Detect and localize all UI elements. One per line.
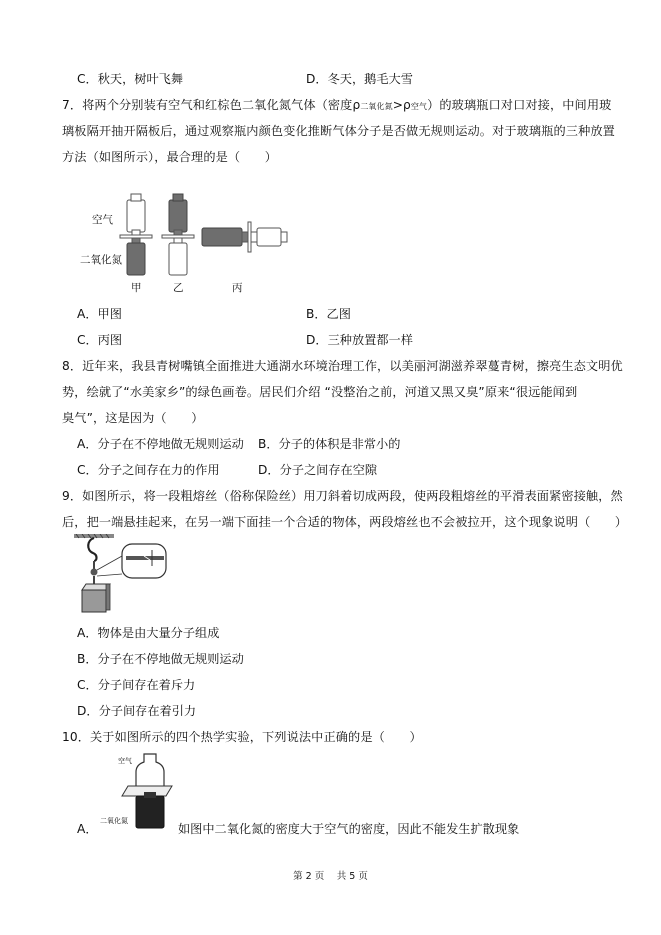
q9-option-c: C．分子间存在着斥力 <box>77 678 196 692</box>
q7-option-d: D．三种放置都一样 <box>306 333 413 347</box>
q9-stem-line2: 后，把一端悬挂起来，在另一端下面挂一个合适的物体，两段熔丝也不会被拉开，这个现象说明（ ） <box>62 515 628 529</box>
q7-label-bing: 丙 <box>232 282 243 294</box>
q9-option-d: D．分子间存在着引力 <box>77 704 197 718</box>
q10-option-a-text: 如图中二氧化氮的密度大于空气的密度，因此不能发生扩散现象 <box>178 822 520 836</box>
q7-label-yi: 乙 <box>173 282 184 294</box>
q9-option-b: B．分子在不停地做无规则运动 <box>77 652 244 666</box>
bottle-set-bing <box>202 222 287 252</box>
q10-stem-line1: 10．关于如图所示的四个热学实验，下列说法中正确的是（ ） <box>62 730 422 744</box>
q8-option-b: B．分子的体积是非常小的 <box>258 437 401 451</box>
q8-stem-line2: 势，绘就了“水美家乡”的绿色画卷。居民们介绍 “没整治之前，河道又黑又臭”原来“很远能闻到 <box>62 385 578 399</box>
q7-option-b: B．乙图 <box>306 307 351 321</box>
page-footer: 第 2 页 共 5 页 <box>293 871 368 882</box>
q6-option-d: D．冬天，鹅毛大雪 <box>306 72 413 86</box>
q8-stem-line1: 8．近年来，我县青树嘴镇全面推进大通湖水环境治理工作，以美丽河湖滋养翠蔓青树，擦亮生态文明优 <box>62 359 623 373</box>
q7-option-a: A．甲图 <box>77 307 122 321</box>
bottle-set-jia <box>120 194 152 275</box>
q7-option-c: C．丙图 <box>77 333 123 347</box>
fuse-wire-diagram <box>74 534 170 616</box>
q7-stem-line3: 方法（如图所示），最合理的是（ ） <box>62 150 278 164</box>
q9-option-a: A．物体是由大量分子组成 <box>77 626 220 640</box>
q8-option-a: A．分子在不停地做无规则运动 <box>77 437 244 451</box>
q7-figure <box>80 190 290 295</box>
q7-rho-air-subscript: 空气 <box>410 102 428 111</box>
q7-greater-than: >ρ <box>392 98 411 112</box>
q7-stem-line1 <box>62 96 611 113</box>
q7-stem-text-b: ）的玻璃瓶口对口对接，中间用玻 <box>427 98 612 112</box>
q7-stem-text-a: 7．将两个分别装有空气和红棕色二氧化氮气体（密度ρ <box>62 98 361 112</box>
q10-label-air: 空气 <box>118 757 132 765</box>
q7-label-air: 空气 <box>92 214 113 226</box>
q7-bottles-diagram <box>80 190 290 295</box>
q8-stem-line3: 臭气”，这是因为（ ） <box>62 411 204 425</box>
q6-option-c: C．秋天，树叶飞舞 <box>77 72 184 86</box>
q10-label-no2: 二氧化氮 <box>100 817 128 825</box>
q8-option-d: D．分子之间存在空隙 <box>258 463 378 477</box>
q7-label-jia: 甲 <box>131 282 142 294</box>
q9-stem-line1: 9．如图所示，将一段粗熔丝（俗称保险丝）用刀斜着切成两段，使两段粗熔丝的平滑表面紧密接触，然 <box>62 489 623 503</box>
q8-option-c: C．分子之间存在力的作用 <box>77 463 220 477</box>
bottle-set-yi <box>162 194 194 275</box>
q7-stem-line2: 璃板隔开抽开隔板后，通过观察瓶内颜色变化推断气体分子是否做无规则运动。对于玻璃瓶的三种放置 <box>62 124 615 138</box>
q9-figure <box>74 534 170 616</box>
q7-label-no2: 二氧化氮 <box>80 254 122 266</box>
q10-option-a-prefix: A． <box>77 822 98 836</box>
q7-rho-no2-subscript: 二氧化氮 <box>360 102 393 111</box>
